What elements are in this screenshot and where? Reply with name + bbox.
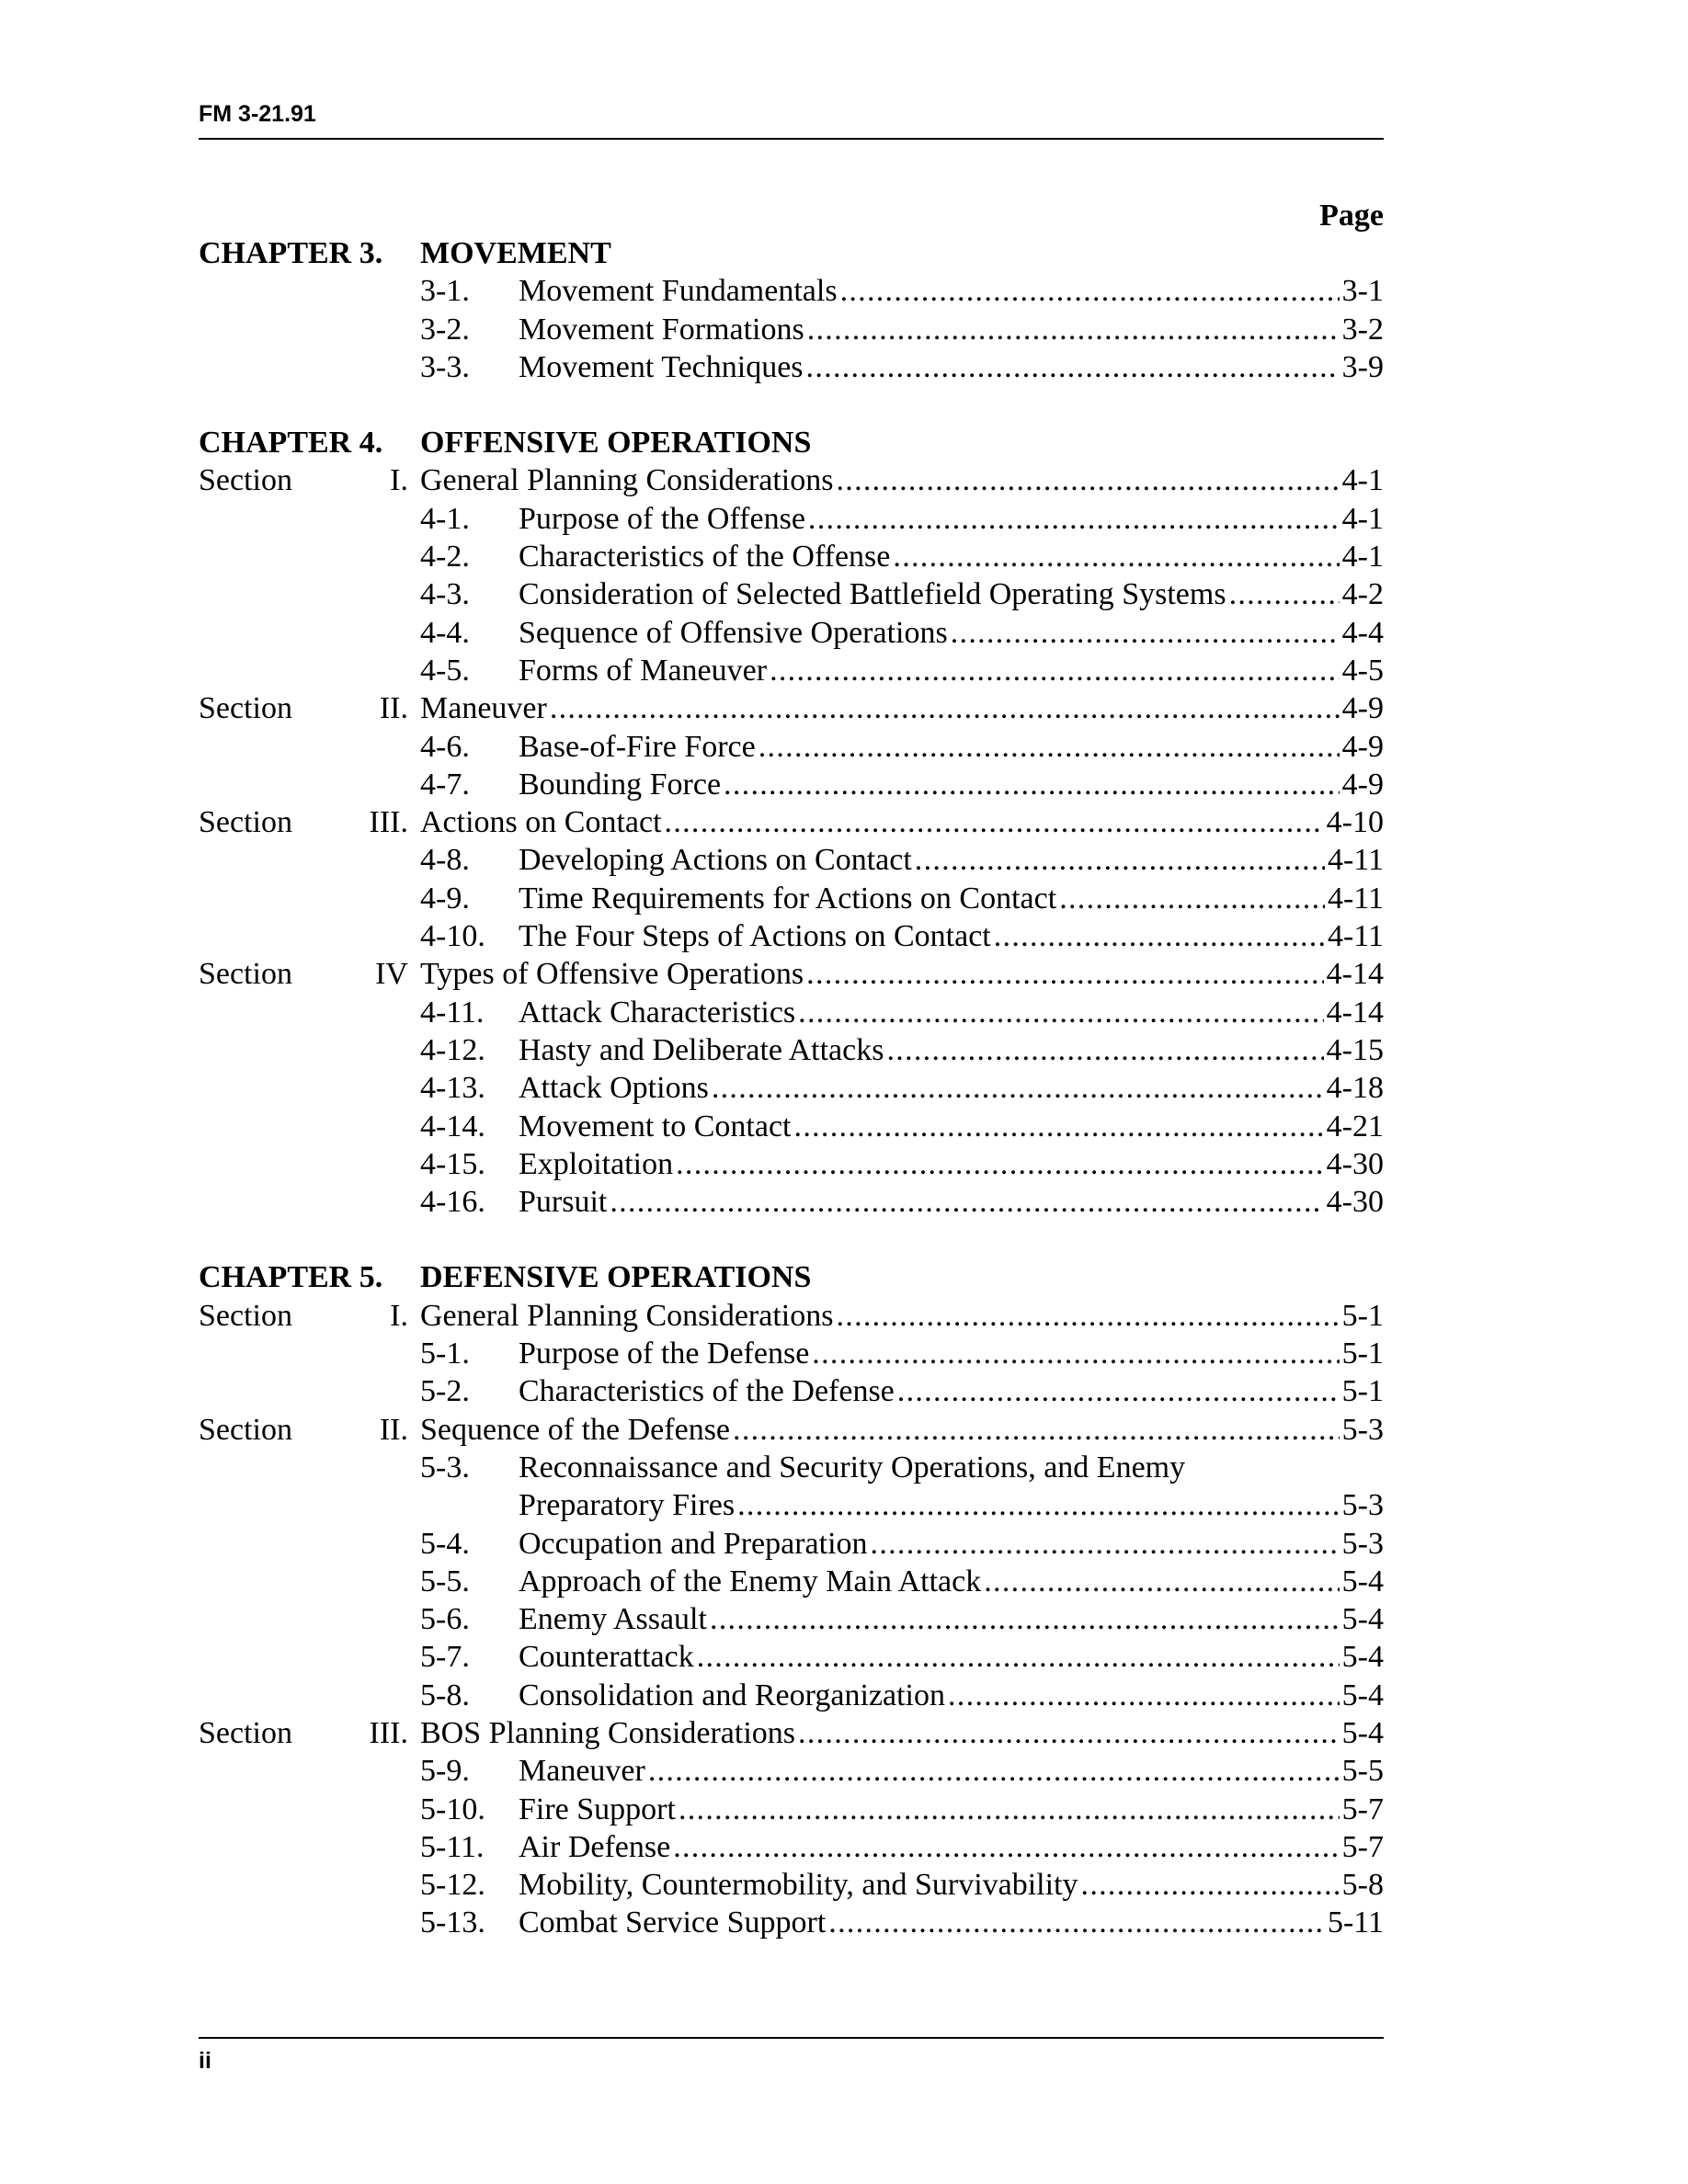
- page-ref: 4-10: [1326, 805, 1384, 840]
- item-number: 5-10.: [420, 1792, 485, 1826]
- page-ref: 5-7: [1341, 1829, 1384, 1864]
- chapter-title: MOVEMENT: [420, 236, 611, 270]
- item-number: 3-3.: [420, 349, 470, 384]
- item-number: 4-9.: [420, 881, 470, 916]
- dot-leader: [984, 1563, 1339, 1600]
- item-title: Developing Actions on Contact: [519, 843, 912, 878]
- item-title: Attack Characteristics: [519, 995, 796, 1029]
- dot-leader: [770, 652, 1340, 689]
- toc-item[interactable]: [199, 1069, 1384, 1107]
- dot-leader: [897, 1372, 1340, 1410]
- dot-leader: [798, 994, 1324, 1031]
- chapter-title: DEFENSIVE OPERATIONS: [420, 1260, 812, 1295]
- item-title: Bounding Force: [519, 767, 722, 802]
- toc-section[interactable]: [199, 803, 1384, 841]
- page-ref: 4-11: [1327, 919, 1384, 954]
- page-ref: 4-30: [1326, 1185, 1384, 1220]
- toc-item[interactable]: [199, 1145, 1384, 1183]
- page-ref: 4-9: [1341, 691, 1384, 726]
- page-ref: 3-2: [1341, 312, 1384, 347]
- footer-rule: [199, 2037, 1384, 2039]
- page-ref: 5-4: [1341, 1640, 1384, 1675]
- section-number: I.: [390, 1298, 408, 1333]
- dot-leader: [840, 272, 1340, 310]
- header-rule: [199, 138, 1384, 140]
- page-ref: 4-30: [1326, 1146, 1384, 1181]
- item-number: 5-13.: [420, 1905, 485, 1940]
- page-ref: 5-4: [1341, 1678, 1384, 1712]
- section-number: III.: [369, 805, 408, 840]
- page-ref: 4-1: [1341, 501, 1384, 536]
- section-number: II.: [379, 1412, 408, 1447]
- dot-leader: [994, 917, 1325, 955]
- toc-section[interactable]: [199, 1714, 1384, 1752]
- page-ref: 5-1: [1341, 1374, 1384, 1409]
- item-number: 5-12.: [420, 1868, 485, 1903]
- page-ref: 4-5: [1341, 653, 1384, 688]
- dot-leader: [951, 614, 1340, 652]
- section-title: Maneuver: [420, 691, 547, 726]
- toc-item[interactable]: [199, 311, 1384, 348]
- item-number: 4-4.: [420, 615, 470, 650]
- toc-item[interactable]: [199, 1866, 1384, 1904]
- dot-leader: [673, 1828, 1339, 1866]
- dot-leader: [871, 1525, 1340, 1563]
- toc-item-continuation[interactable]: [199, 1486, 1384, 1524]
- page-ref: 4-9: [1341, 767, 1384, 802]
- item-title: Occupation and Preparation: [519, 1526, 868, 1561]
- toc-item[interactable]: [199, 500, 1384, 538]
- dot-leader: [724, 766, 1340, 803]
- item-title: Consideration of Selected Battlefield Operating Systems: [519, 577, 1226, 612]
- page-ref: 5-11: [1327, 1905, 1384, 1940]
- page-ref: 4-11: [1327, 881, 1384, 916]
- section-number: I.: [390, 463, 408, 498]
- page-number: ii: [199, 2048, 211, 2074]
- item-number: 5-7.: [420, 1640, 470, 1675]
- item-number: 4-15.: [420, 1146, 485, 1181]
- section-title: Actions on Contact: [420, 805, 662, 840]
- section-word: Section: [199, 1298, 292, 1333]
- page-ref: 5-5: [1341, 1754, 1384, 1789]
- toc-item[interactable]: [199, 1638, 1384, 1676]
- toc-item[interactable]: [199, 348, 1384, 386]
- dot-leader: [948, 1677, 1340, 1714]
- page-ref: 5-4: [1341, 1715, 1384, 1750]
- page-ref: 3-1: [1341, 274, 1384, 309]
- dot-leader: [836, 1297, 1339, 1335]
- item-title: Forms of Maneuver: [519, 653, 768, 688]
- item-title: Sequence of Offensive Operations: [519, 615, 948, 650]
- chapter-label: CHAPTER 3.: [199, 236, 383, 270]
- item-title: Purpose of the Offense: [519, 501, 805, 536]
- toc-section[interactable]: [199, 955, 1384, 993]
- item-number: 4-7.: [420, 767, 470, 802]
- chapter-heading: [199, 234, 1384, 272]
- item-number: 4-16.: [420, 1185, 485, 1220]
- toc-section[interactable]: [199, 689, 1384, 727]
- item-number: 4-2.: [420, 540, 470, 574]
- item-number: 5-5.: [420, 1564, 470, 1598]
- item-number: 5-1.: [420, 1337, 470, 1371]
- dot-leader: [807, 311, 1340, 348]
- page-ref: 4-4: [1341, 615, 1384, 650]
- page-ref: 5-8: [1341, 1868, 1384, 1903]
- dot-leader: [1229, 575, 1340, 613]
- item-number: 4-12.: [420, 1032, 485, 1067]
- item-title: Exploitation: [519, 1146, 674, 1181]
- toc-item[interactable]: [199, 1183, 1384, 1221]
- section-number: IV: [375, 957, 408, 992]
- dot-leader: [915, 841, 1325, 879]
- page-ref: 5-7: [1341, 1792, 1384, 1826]
- dot-leader: [1059, 880, 1325, 917]
- dot-leader: [893, 538, 1339, 575]
- section-title: BOS Planning Considerations: [420, 1715, 796, 1750]
- dot-leader: [812, 1335, 1339, 1372]
- item-title: Air Defense: [519, 1829, 671, 1864]
- item-title: Base-of-Fire Force: [519, 729, 756, 764]
- page-ref: 3-9: [1341, 349, 1384, 384]
- item-number: 4-14.: [420, 1109, 485, 1143]
- page-ref: 5-1: [1341, 1298, 1384, 1333]
- dot-leader: [610, 1183, 1323, 1221]
- dot-leader: [806, 348, 1340, 386]
- page-ref: 5-3: [1341, 1412, 1384, 1447]
- item-title: Counterattack: [519, 1640, 694, 1675]
- item-number: 4-6.: [420, 729, 470, 764]
- item-title: Purpose of the Defense: [519, 1337, 810, 1371]
- item-title: Approach of the Enemy Main Attack: [519, 1564, 982, 1598]
- toc-item[interactable]: [199, 841, 1384, 879]
- section-word: Section: [199, 1412, 292, 1447]
- page-ref: 4-14: [1326, 957, 1384, 992]
- item-number: 3-1.: [420, 274, 470, 309]
- toc-item[interactable]: [199, 614, 1384, 652]
- dot-leader: [665, 803, 1324, 841]
- toc-item[interactable]: [199, 994, 1384, 1031]
- page-ref: 4-9: [1341, 729, 1384, 764]
- toc-item[interactable]: [199, 1108, 1384, 1145]
- dot-leader: [798, 1714, 1340, 1752]
- page-ref: 4-14: [1326, 995, 1384, 1029]
- toc-item[interactable]: [199, 1525, 1384, 1563]
- page-ref: 4-2: [1341, 577, 1384, 612]
- dot-leader: [806, 955, 1324, 993]
- page-ref: 4-18: [1326, 1071, 1384, 1106]
- toc-item[interactable]: [199, 1752, 1384, 1790]
- item-number: 4-8.: [420, 843, 470, 878]
- toc-item[interactable]: [199, 1677, 1384, 1714]
- toc-item[interactable]: [199, 1031, 1384, 1069]
- section-title: General Planning Considerations: [420, 1298, 834, 1333]
- dot-leader: [737, 1486, 1340, 1524]
- page-column-heading: Page: [1319, 199, 1384, 233]
- item-title: Movement Formations: [519, 312, 804, 347]
- page-ref: 5-4: [1341, 1602, 1384, 1637]
- toc-section[interactable]: [199, 461, 1384, 499]
- item-number: 4-3.: [420, 577, 470, 612]
- page-ref: 4-1: [1341, 463, 1384, 498]
- item-title: Movement Fundamentals: [519, 274, 838, 309]
- toc-item[interactable]: [199, 652, 1384, 689]
- page-ref: 5-1: [1341, 1337, 1384, 1371]
- dot-leader: [648, 1752, 1340, 1790]
- item-number: 5-9.: [420, 1754, 470, 1789]
- toc-item[interactable]: [199, 880, 1384, 917]
- section-title: Types of Offensive Operations: [420, 957, 804, 992]
- section-number: III.: [369, 1715, 408, 1750]
- page-ref: 4-1: [1341, 540, 1384, 574]
- toc-item[interactable]: [199, 1904, 1384, 1941]
- item-title-continuation: Preparatory Fires: [519, 1488, 736, 1523]
- item-title: Enemy Assault: [519, 1602, 707, 1637]
- item-number: 5-2.: [420, 1374, 470, 1409]
- item-title: Maneuver: [519, 1754, 645, 1789]
- section-title: Sequence of the Defense: [420, 1412, 731, 1447]
- item-title: Hasty and Deliberate Attacks: [519, 1032, 884, 1067]
- dot-leader: [794, 1108, 1324, 1145]
- item-number: 4-5.: [420, 653, 470, 688]
- item-number: 4-1.: [420, 501, 470, 536]
- item-title: Combat Service Support: [519, 1905, 827, 1940]
- page-ref: 4-21: [1326, 1109, 1384, 1143]
- item-title: The Four Steps of Actions on Contact: [519, 919, 991, 954]
- dot-leader: [710, 1600, 1340, 1638]
- item-number: 3-2.: [420, 312, 470, 347]
- dot-leader: [712, 1069, 1324, 1107]
- dot-leader: [679, 1791, 1340, 1828]
- item-title: Pursuit: [519, 1185, 608, 1220]
- item-title: Characteristics of the Defense: [519, 1374, 895, 1409]
- item-number: 5-3.: [420, 1450, 470, 1484]
- dot-leader: [550, 689, 1340, 727]
- toc-item[interactable]: [199, 1828, 1384, 1866]
- item-number: 4-13.: [420, 1071, 485, 1106]
- toc-item[interactable]: [199, 1372, 1384, 1410]
- page-ref: 4-11: [1327, 843, 1384, 878]
- page-ref: 5-4: [1341, 1564, 1384, 1598]
- toc-item[interactable]: [199, 1449, 1384, 1486]
- item-title: Characteristics of the Offense: [519, 540, 891, 574]
- page-ref: 5-3: [1341, 1526, 1384, 1561]
- item-title: Attack Options: [519, 1071, 709, 1106]
- document-id: FM 3-21.91: [199, 101, 316, 127]
- item-title: Reconnaissance and Security Operations, and Enemy: [519, 1450, 1186, 1484]
- chapter-title: OFFENSIVE OPERATIONS: [420, 426, 812, 461]
- dot-leader: [1081, 1866, 1340, 1904]
- toc-section[interactable]: [199, 1297, 1384, 1335]
- toc-item[interactable]: [199, 917, 1384, 955]
- dot-leader: [758, 728, 1340, 766]
- table-of-contents: [199, 197, 1384, 1942]
- dot-leader: [836, 461, 1339, 499]
- dot-leader: [828, 1904, 1325, 1941]
- item-title: Movement to Contact: [519, 1109, 792, 1143]
- item-title: Mobility, Countermobility, and Survivability: [519, 1868, 1078, 1903]
- toc-item[interactable]: [199, 728, 1384, 766]
- item-number: 4-10.: [420, 919, 485, 954]
- page-ref: 5-3: [1341, 1488, 1384, 1523]
- dot-leader: [886, 1031, 1323, 1069]
- page-ref: 4-15: [1326, 1032, 1384, 1067]
- item-number: 5-6.: [420, 1602, 470, 1637]
- toc-item[interactable]: [199, 1335, 1384, 1372]
- section-word: Section: [199, 957, 292, 992]
- chapter-label: CHAPTER 4.: [199, 426, 383, 461]
- toc-item[interactable]: [199, 1600, 1384, 1638]
- item-title: Time Requirements for Actions on Contact: [519, 881, 1057, 916]
- dot-leader: [697, 1638, 1340, 1676]
- section-word: Section: [199, 691, 292, 726]
- section-word: Section: [199, 1715, 292, 1750]
- section-title: General Planning Considerations: [420, 463, 834, 498]
- item-number: 5-8.: [420, 1678, 470, 1712]
- chapter-heading: [199, 1258, 1384, 1296]
- section-word: Section: [199, 805, 292, 840]
- dot-leader: [733, 1411, 1340, 1449]
- section-word: Section: [199, 463, 292, 498]
- toc-item[interactable]: [199, 538, 1384, 575]
- item-title: Movement Techniques: [519, 349, 804, 384]
- section-number: II.: [379, 691, 408, 726]
- toc-item[interactable]: [199, 1563, 1384, 1600]
- toc-section[interactable]: [199, 1411, 1384, 1449]
- toc-item[interactable]: [199, 1791, 1384, 1828]
- dot-leader: [676, 1145, 1324, 1183]
- chapter-label: CHAPTER 5.: [199, 1260, 383, 1295]
- dot-leader: [808, 500, 1340, 538]
- item-title: Consolidation and Reorganization: [519, 1678, 945, 1712]
- item-title: Fire Support: [519, 1792, 676, 1826]
- toc-item[interactable]: [199, 766, 1384, 803]
- item-number: 5-11.: [420, 1829, 485, 1864]
- item-number: 5-4.: [420, 1526, 470, 1561]
- chapter-heading: [199, 424, 1384, 461]
- item-number: 4-11.: [420, 995, 485, 1029]
- toc-item[interactable]: [199, 575, 1384, 613]
- toc-item[interactable]: [199, 272, 1384, 310]
